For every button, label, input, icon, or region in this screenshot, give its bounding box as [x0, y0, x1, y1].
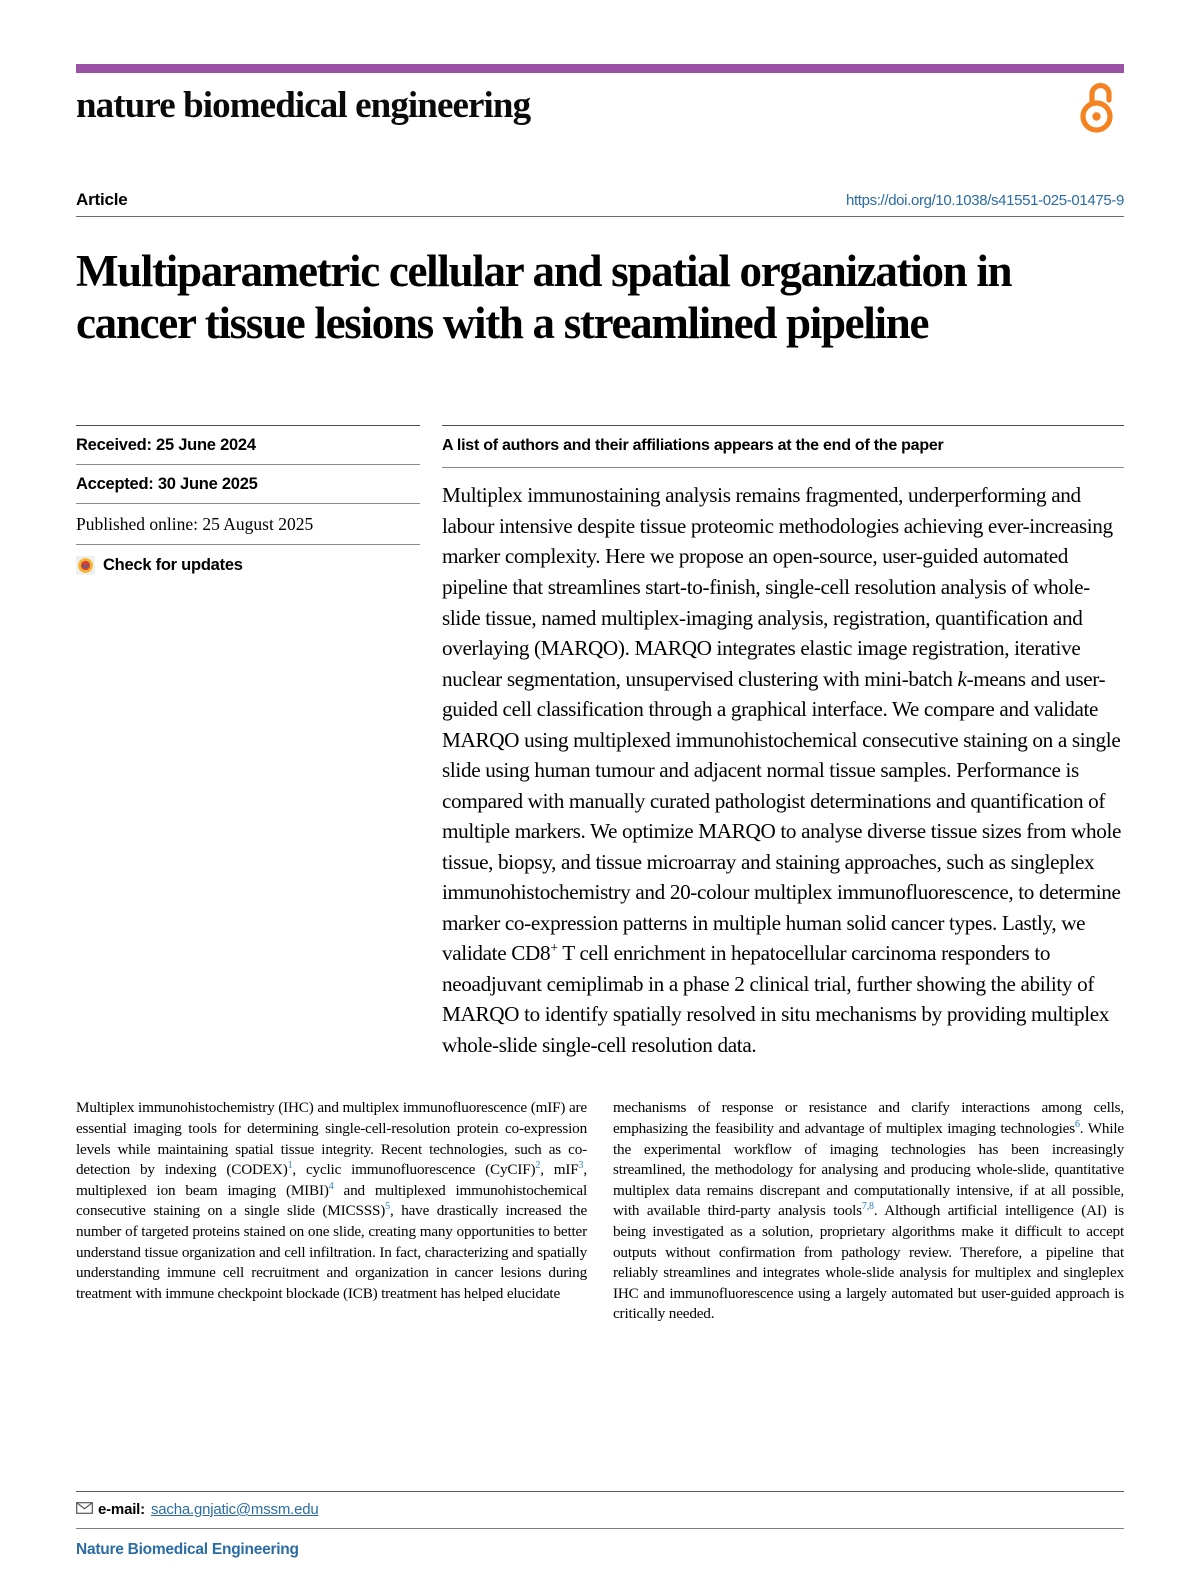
intro-paragraph-left: [76, 1098, 587, 1304]
doi-link[interactable]: https://doi.org/10.1038/s41551-025-01475-9: [845, 192, 1124, 209]
abstract-superscript-plus: +: [550, 941, 558, 957]
authors-affiliations-note: A list of authors and their affiliations appears at the end of the paper: [442, 437, 944, 455]
left-seg-1: Multiplex immunohistochemistry (IHC) and multiplex immunofluorescence (mIF) are essential imaging tools for determining single-cell-resolution protein co-expression levels while maintaining spatial tissue integrity. Recent technologies, such as co-detection by indexing (CODEX): [76, 1099, 587, 1179]
citation-3[interactable]: 3: [578, 1160, 584, 1172]
left-seg-3: , mIF: [540, 1161, 579, 1179]
citation-5[interactable]: 5: [385, 1201, 390, 1213]
footer-divider: [76, 1528, 1124, 1529]
right-seg-3: . Although artificial intelligence (AI) is being investigated as a solution, proprietary algorithms make it difficult to accept outputs without confirmation from pathology review. Therefore, a pipeline that reliably streamlines and integrates whole-slide analysis for multiplex and singleplex IHC and immunofluorescence using a largely automated but user-guided approach is critically needed.: [613, 1202, 1124, 1323]
accepted-date: Accepted: 30 June 2025: [76, 475, 258, 494]
left-seg-2: , cyclic immunofluorescence (CyCIF): [292, 1161, 536, 1179]
header-divider: [76, 216, 1124, 217]
correspondence-row: [76, 1492, 1124, 1528]
right-seg-2: . While the experimental workflow of imaging technologies has been increasingly streamlined, the methodology for analysing and producing whole-slide, quantitative multiplex data remains discrepant and computationally intensive, if at all possible, with available third-party analysis tools: [613, 1120, 1124, 1220]
intro-paragraph-right: [613, 1098, 1124, 1325]
check-for-updates-label: Check for updates: [103, 556, 243, 575]
masthead: [76, 87, 1124, 142]
metadata-column: [76, 425, 420, 1060]
body-column-right: [613, 1098, 1124, 1325]
crossmark-icon: [76, 556, 95, 575]
journal-title: nature biomedical engineering: [76, 85, 531, 126]
citation-1[interactable]: 1: [287, 1160, 293, 1172]
right-seg-1: mechanisms of response or resistance and clarify interactions among cells, emphasizing the feasibility and advantage of multiplex imaging technologies: [613, 1099, 1124, 1138]
check-for-updates-button[interactable]: [76, 545, 420, 584]
abstract-part-3: T cell enrichment in hepatocellular carcinoma responders to neoadjuvant cemiplimab in a phase 2 clinical trial, further showing the ability of MARQO to identify spatially resolved in situ mechanisms by providing multiplex whole-slide single-cell resolution data.: [442, 941, 1110, 1057]
citation-4[interactable]: 4: [328, 1180, 334, 1192]
left-seg-4: , multiplexed ion beam imaging (MIBI): [76, 1161, 587, 1199]
envelope-icon: [76, 1501, 93, 1518]
received-date: Received: 25 June 2024: [76, 436, 256, 455]
metadata-abstract-block: [76, 425, 1124, 1060]
citation-6[interactable]: 6: [1074, 1119, 1080, 1130]
left-seg-6: , have drastically increased the number of targeted proteins stained on one slide, creating many opportunities to better understand tissue organization and cell infiltration. In fact, characterizing and spatially understanding immune cell recruitment and organization in cancer lesions during treatment with immune checkpoint blockade (ICB) treatment has helped elucidate: [76, 1202, 588, 1302]
body-column-left: [76, 1098, 587, 1325]
article-header-row: [76, 190, 1124, 210]
email-label: e-mail:: [98, 1501, 145, 1518]
abstract-part-2: -means and user-guided cell classification through a graphical interface. We compare and validate MARQO using multiplexed immunohistochemical consecutive staining on a single slide using human tumour and adjacent normal tissue samples. Performance is compared with manually curated pathologist determinations and quantification of multiple markers. We optimize MARQO to analyse diverse tissue sizes from whole tissue, biopsy, and tissue microarray and staining approaches, such as singleplex immunohistochemistry and 20-colour multiplex immunofluorescence, to determine marker co-expression patterns in multiple human solid cancer types. Lastly, we validate CD8: [442, 666, 1122, 966]
citation-2[interactable]: 2: [535, 1160, 541, 1172]
journal-footer-name: Nature Biomedical Engineering: [76, 1541, 299, 1558]
email-address-link[interactable]: sacha.gnjatic@mssm.edu: [150, 1501, 319, 1518]
left-seg-5: and multiplexed immunohistochemical consecutive staining on a single slide (MICSSS): [76, 1181, 587, 1220]
body-columns: [76, 1098, 1124, 1325]
abstract-text: [442, 468, 1124, 1060]
article-type-label: Article: [76, 190, 128, 209]
abstract-part-1: Multiplex immunostaining analysis remains fragmented, underperforming and labour intensive despite tissue proteomic methodologies achieving ever-increasing marker complexity. Here we propose an open-source, user-guided automated pipeline that streamlines start-to-finish, single-cell resolution analysis of whole-slide tissue, named multiplex-imaging analysis, registration, quantification and overlaying (MARQO). MARQO integrates elastic image registration, iterative nuclear segmentation, unsupervised clustering with mini-batch: [442, 483, 1113, 691]
published-date: Published online: 25 August 2025: [76, 514, 314, 535]
citation-7-8[interactable]: 7,8: [861, 1201, 874, 1213]
open-access-lock-icon: [1078, 81, 1122, 142]
page-title: Multiparametric cellular and spatial organization in cancer tissue lesions with a streamlined pipeline: [76, 246, 1012, 349]
page-footer: [76, 1491, 1124, 1559]
brand-accent-bar: [76, 64, 1124, 73]
abstract-italic-k: k: [957, 666, 967, 691]
abstract-column: [442, 425, 1124, 1060]
